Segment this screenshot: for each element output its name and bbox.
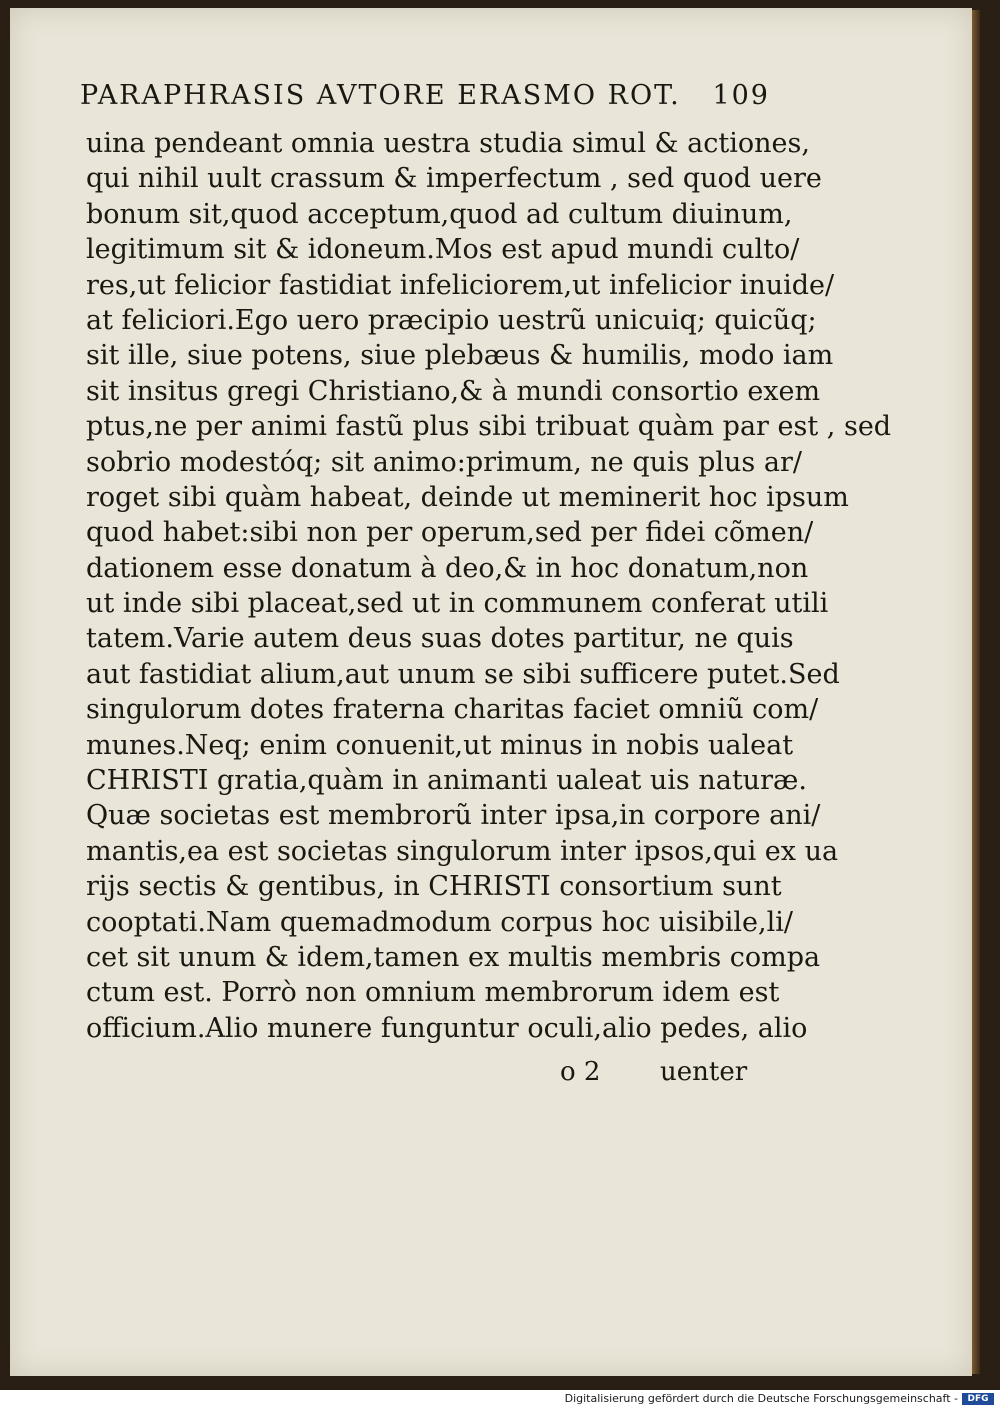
text-line: at feliciori.Ego uero præcipio uestrũ unicuiq; quicũq; xyxy=(86,304,817,336)
signature-mark: o 2 xyxy=(560,1057,601,1087)
text-line: singulorum dotes fraterna charitas faciet omniũ com/ xyxy=(86,694,819,726)
text-line: tatem.Varie autem deus suas dotes partitur, ne quis xyxy=(86,623,794,655)
footer-credit: Digitalisierung gefördert durch die Deutsche Forschungsgemeinschaft - xyxy=(564,1392,958,1405)
text-line: sobrio modestóq; sit animo:primum, ne quis plus ar/ xyxy=(86,446,802,478)
page-edge xyxy=(972,10,980,1374)
catchword: uenter xyxy=(660,1057,748,1087)
running-head xyxy=(80,80,770,120)
text-line: dationem esse donatum à deo,& in hoc donatum,non xyxy=(86,552,809,584)
text-line: cet sit unum & idem,tamen ex multis membris compa xyxy=(86,941,821,973)
text-line: res,ut felicior fastidiat infeliciorem,ut infelicior inuide/ xyxy=(86,269,835,301)
text-line: bonum sit,quod acceptum,quod ad cultum diuinum, xyxy=(86,198,793,230)
running-head-title: PARAPHRASIS AVTORE ERASMO ROT. xyxy=(80,80,681,111)
text-line: uina pendeant omnia uestra studia simul & actiones, xyxy=(86,128,810,159)
text-line: quod habet:sibi non per operum,sed per fidei cõmen/ xyxy=(86,517,814,549)
text-line: aut fastidiat alium,aut unum se sibi sufficere putet.Sed xyxy=(86,658,840,690)
text-line: sit ille, siue potens, siue plebæus & humilis, modo iam xyxy=(86,340,834,372)
text-line: CHRISTI gratia,quàm in animanti ualeat uis naturæ. xyxy=(86,765,807,797)
text-line: Quæ societas est membrorũ inter ipsa,in corpore ani/ xyxy=(86,800,821,832)
text-line: munes.Neq; enim conuenit,ut minus in nobis ualeat xyxy=(86,729,794,761)
page-bottom-marks xyxy=(560,1057,760,1091)
folio-number: 109 xyxy=(712,80,770,111)
text-line: legitimum sit & idoneum.Mos est apud mundi culto/ xyxy=(86,234,800,266)
text-line: roget sibi quàm habeat, deinde ut meminerit hoc ipsum xyxy=(86,481,849,513)
text-line: ptus,ne per animi fastũ plus sibi tribuat quàm par est , sed xyxy=(86,411,892,443)
text-line: qui nihil uult crassum & imperfectum , sed quod uere xyxy=(86,163,822,195)
text-line: mantis,ea est societas singulorum inter ipsos,qui ex ua xyxy=(86,835,839,867)
dfg-logo: DFG xyxy=(962,1393,994,1405)
text-line: sit insitus gregi Christiano,& à mundi consortio exem xyxy=(86,375,821,407)
text-line: ctum est. Porrò non omnium membrorum idem est xyxy=(86,977,780,1009)
text-line: cooptati.Nam quemadmodum corpus hoc uisibile,li/ xyxy=(86,906,793,938)
text-line: officium.Alio munere funguntur oculi,alio pedes, alio xyxy=(86,1012,808,1044)
footer-bar xyxy=(0,1390,1000,1408)
text-line: ut inde sibi placeat,sed ut in communem conferat utili xyxy=(86,588,829,620)
body-text xyxy=(86,126,892,1046)
text-line: rijs sectis & gentibus, in CHRISTI consortium sunt xyxy=(86,871,782,903)
